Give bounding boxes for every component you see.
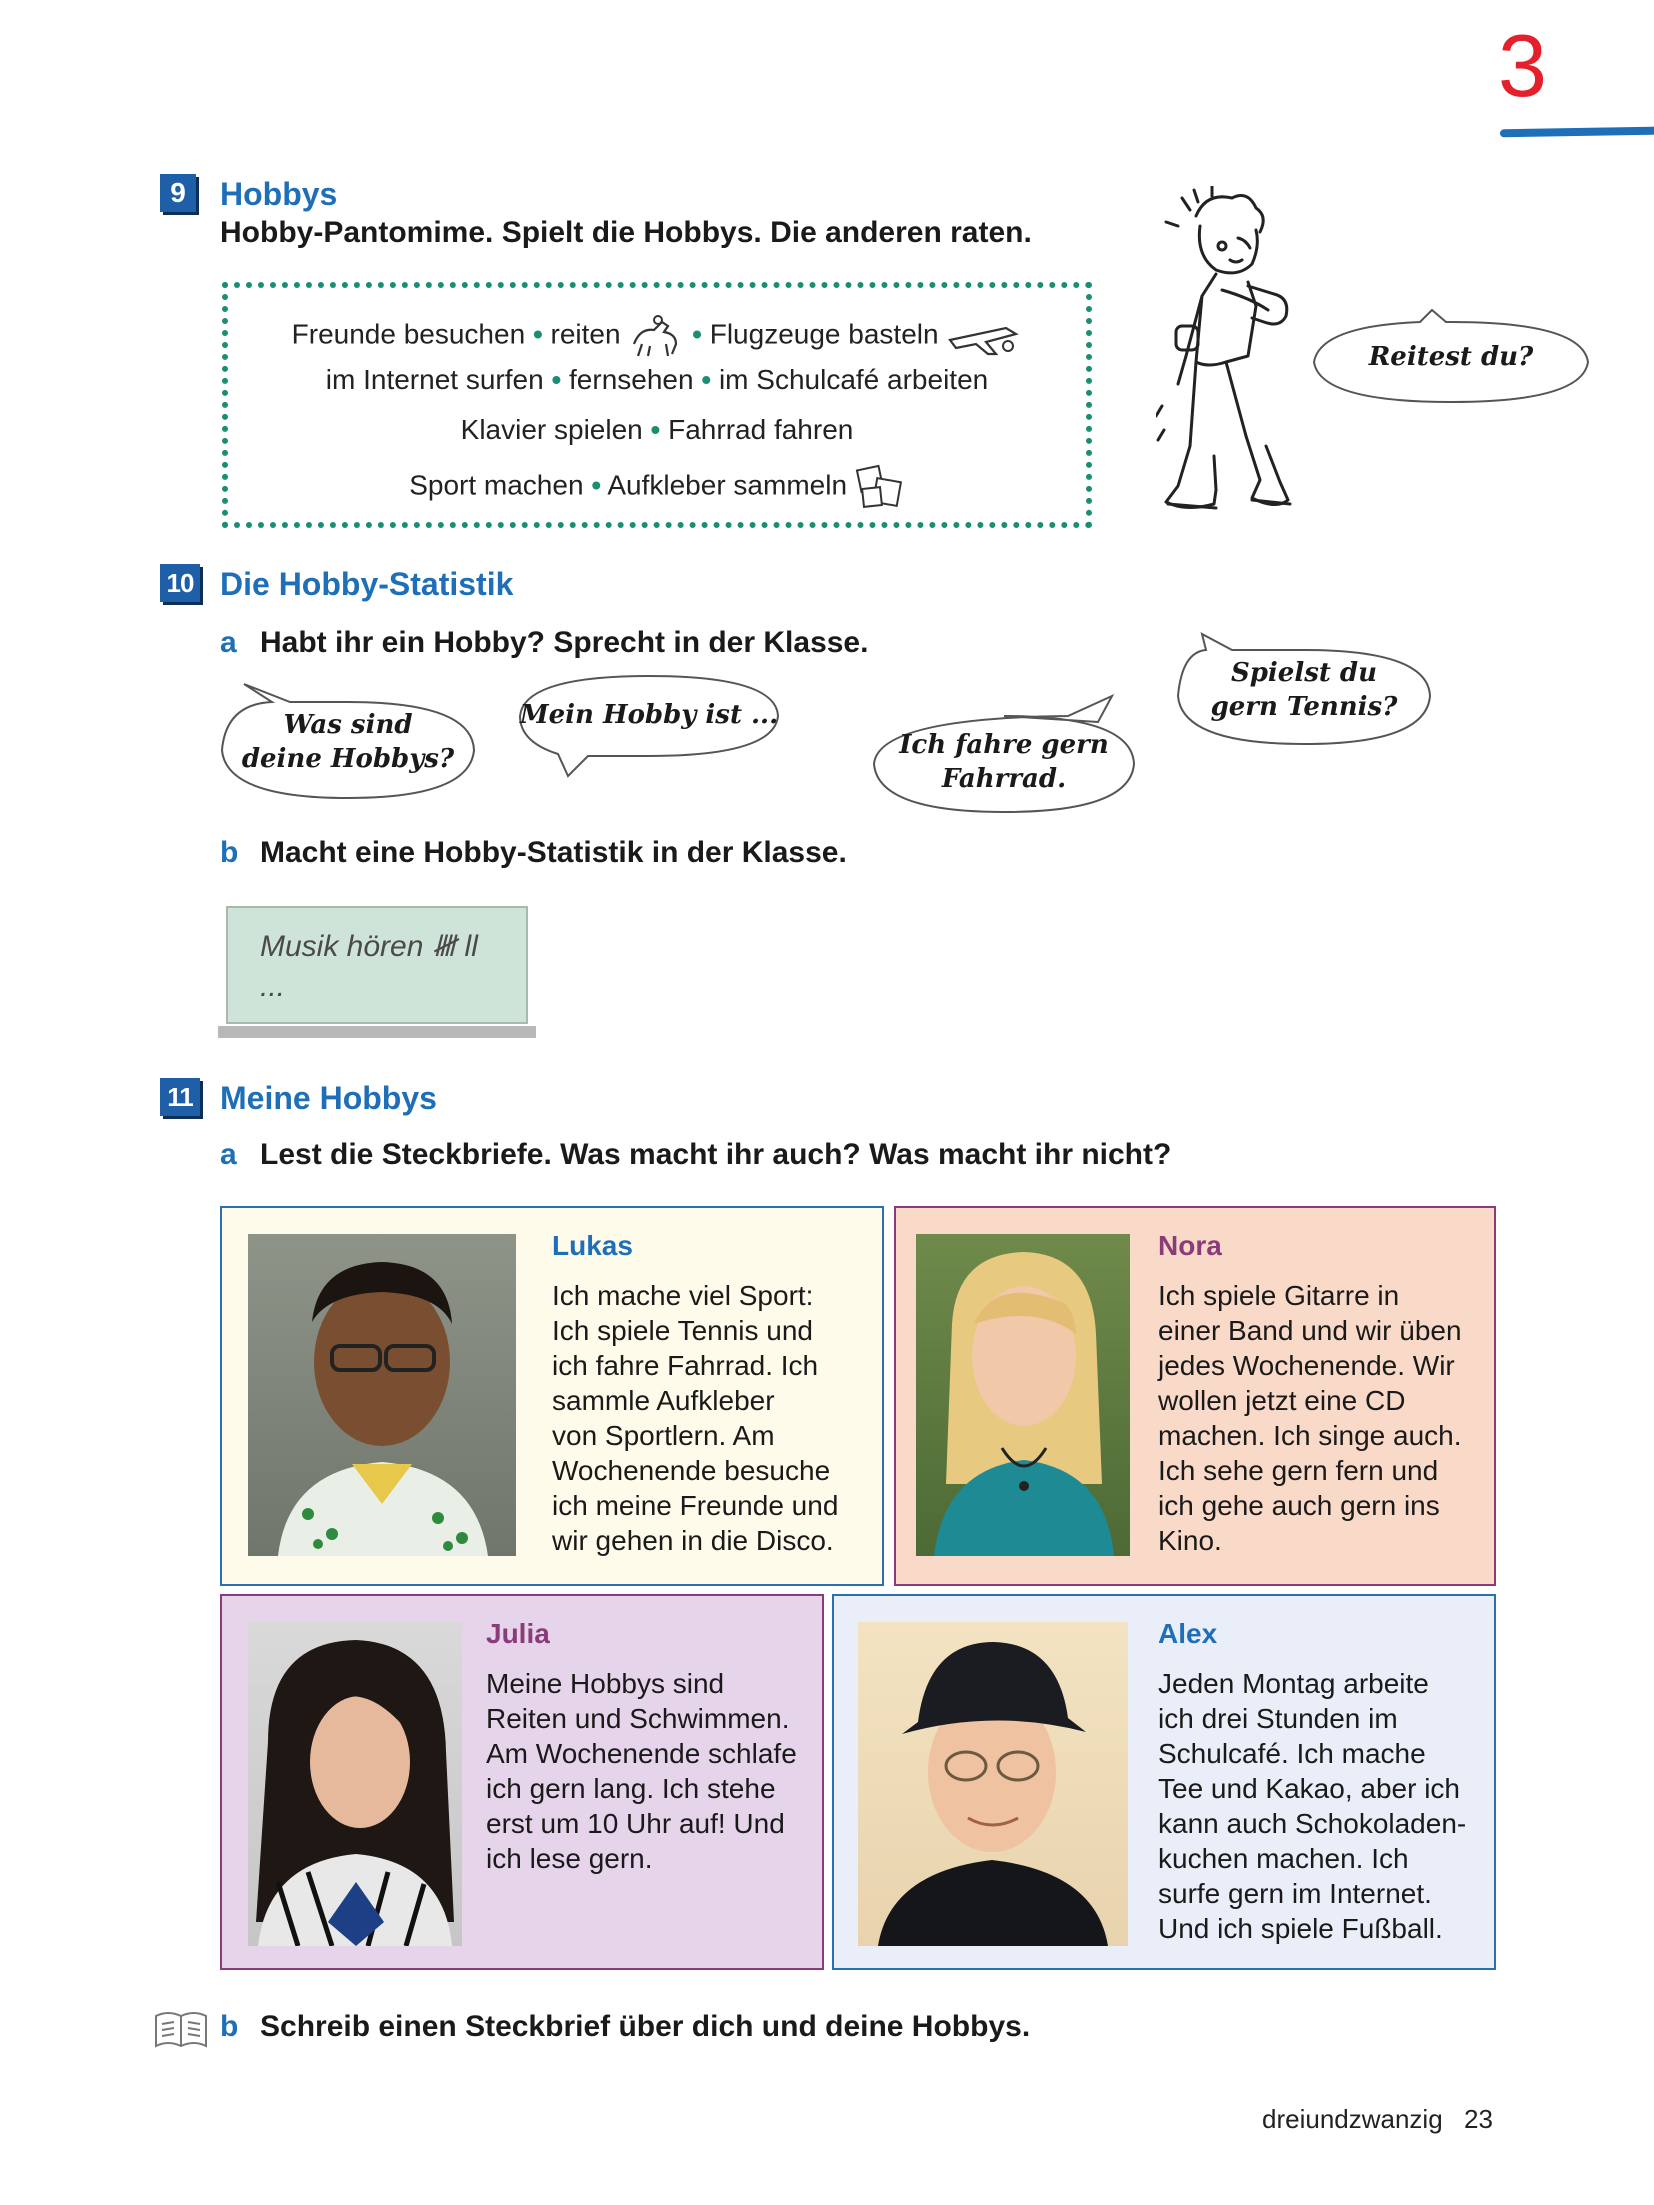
- profile-text-line: Reiten und Schwimmen.: [486, 1703, 790, 1734]
- tally-line: Musik hören 𝍸 ll: [260, 930, 478, 963]
- speech-bubble-mein-hobby: [518, 672, 780, 776]
- chapter-number: 3: [1498, 16, 1547, 115]
- person-photo-icon: [916, 1234, 1130, 1556]
- julia-photo: [248, 1622, 462, 1946]
- hobby-word: fernsehen: [569, 364, 694, 395]
- profile-name: Lukas: [552, 1230, 633, 1261]
- exercise-10-title: Die Hobby-Statistik: [220, 566, 514, 602]
- profile-text: [1158, 1666, 1466, 1946]
- board-shelf: [218, 1026, 536, 1038]
- profile-text: [552, 1278, 838, 1558]
- hobby-line-2: [228, 364, 1086, 396]
- exercise-10b-letter: b: [220, 836, 239, 869]
- hobby-word: Aufkleber sammeln: [607, 469, 848, 501]
- bubble-text: Fahrrad.: [941, 764, 1067, 794]
- profile-text-line: ich drei Stunden im: [1158, 1703, 1398, 1734]
- bullet: •: [650, 414, 661, 445]
- bubble-text: Was sind: [283, 710, 413, 740]
- profile-text-line: kann auch Schokoladen-: [1158, 1808, 1467, 1839]
- hobby-word: Sport machen: [409, 469, 584, 501]
- hobby-word: Flugzeuge basteln: [709, 318, 939, 350]
- profile-name: Julia: [486, 1618, 550, 1649]
- profile-text-line: Meine Hobbys sind: [486, 1668, 725, 1699]
- bubble-text: gern Tennis?: [1210, 692, 1398, 722]
- bullet: •: [692, 318, 702, 350]
- profile-text-line: Ich spiele Gitarre in: [1158, 1280, 1400, 1311]
- profile-text-line: surfe gern im Internet.: [1158, 1878, 1432, 1909]
- profile-text-line: Schulcafé. Ich mache: [1158, 1738, 1426, 1769]
- exercise-11-number: 11: [160, 1078, 200, 1116]
- exercise-10-number: 10: [160, 564, 200, 602]
- page-number-word: dreiundzwanzig: [1262, 2104, 1443, 2134]
- hobby-word: Klavier spielen: [460, 414, 643, 445]
- bullet: •: [591, 469, 602, 501]
- chapter-bar: [1500, 127, 1654, 138]
- exercise-9-title: Hobbys: [220, 176, 338, 212]
- boy-miming-illustration: [1156, 186, 1306, 534]
- profile-text: [1158, 1278, 1462, 1558]
- profile-text-line: erst um 10 Uhr auf! Und: [486, 1808, 785, 1839]
- profile-text-line: wir gehen in die Disco.: [552, 1525, 834, 1556]
- exercise-10b-instruction: Macht eine Hobby-Statistik in der Klasse.: [260, 836, 847, 869]
- hobby-line-3: [228, 414, 1086, 446]
- profile-text-line: Tee und Kakao, aber ich: [1158, 1773, 1460, 1804]
- person-photo-icon: [248, 1234, 516, 1556]
- speech-bubble-spielst-du: [1176, 634, 1432, 746]
- profile-text-line: Und ich spiele Fußball.: [1158, 1913, 1443, 1944]
- profile-card-julia: [220, 1594, 824, 1970]
- workbook-icon: [152, 2008, 210, 2050]
- hobby-line-1: [228, 314, 1086, 358]
- hobby-word: reiten: [550, 318, 621, 350]
- profile-card-nora: [894, 1206, 1496, 1586]
- tally-line: ...: [260, 970, 286, 1003]
- profile-text-line: wollen jetzt eine CD: [1158, 1385, 1406, 1416]
- profile-card-lukas: [220, 1206, 884, 1586]
- exercise-11-title: Meine Hobbys: [220, 1080, 437, 1116]
- profile-text-line: jedes Wochenende. Wir: [1158, 1350, 1455, 1381]
- bubble-text: Reitest du?: [1368, 342, 1534, 372]
- profile-text-line: Ich mache viel Sport:: [552, 1280, 814, 1311]
- hobby-word-box: [222, 282, 1092, 528]
- profile-text-line: Jeden Montag arbeite: [1158, 1668, 1429, 1699]
- profile-text-line: kuchen machen. Ich: [1158, 1843, 1409, 1874]
- speech-bubble-fahre-gern: [872, 696, 1136, 814]
- bubble-text: Ich fahre gern: [899, 730, 1109, 760]
- profile-text-line: ich gehe auch gern ins: [1158, 1490, 1440, 1521]
- person-photo-icon: [248, 1622, 462, 1946]
- profile-text-line: Kino.: [1158, 1525, 1222, 1556]
- bullet: •: [532, 318, 543, 350]
- hobby-word: Freunde besuchen: [291, 318, 526, 350]
- person-photo-icon: [858, 1622, 1128, 1946]
- bubble-text: deine Hobbys?: [241, 744, 455, 774]
- profile-text-line: machen. Ich singe auch.: [1158, 1420, 1462, 1451]
- exercise-10a-instruction: Habt ihr ein Hobby? Sprecht in der Klasse.: [260, 626, 869, 659]
- profile-text-line: ich fahre Fahrrad. Ich: [552, 1350, 819, 1381]
- alex-photo: [858, 1622, 1128, 1946]
- profile-text-line: Am Wochenende schlafe: [486, 1738, 797, 1769]
- profile-text: [486, 1666, 797, 1876]
- profile-text-line: sammle Aufkleber: [552, 1385, 775, 1416]
- hobby-line-4: [228, 462, 1086, 512]
- profile-text-line: ich gern lang. Ich stehe: [486, 1773, 776, 1804]
- exercise-11a-instruction: Lest die Steckbriefe. Was macht ihr auch? Was macht ihr nicht?: [260, 1138, 1172, 1171]
- exercise-11b-letter: b: [220, 2010, 239, 2043]
- speech-bubble-reitest: [1312, 310, 1590, 408]
- profile-text-line: von Sportlern. Am: [552, 1420, 775, 1451]
- exercise-11a-letter: a: [220, 1138, 237, 1171]
- model-plane-icon: [946, 314, 1022, 358]
- profile-text-line: ich lese gern.: [486, 1843, 653, 1874]
- profile-text-line: Ich spiele Tennis und: [552, 1315, 813, 1346]
- horse-rider-icon: [628, 314, 684, 358]
- nora-photo: [916, 1234, 1130, 1556]
- exercise-10a-letter: a: [220, 626, 237, 659]
- bullet: •: [701, 364, 712, 395]
- profile-name: Alex: [1158, 1618, 1218, 1649]
- exercise-9-instruction: Hobby-Pantomime. Spielt die Hobbys. Die anderen raten.: [220, 216, 1032, 249]
- profile-text-line: Ich sehe gern fern und: [1158, 1455, 1439, 1486]
- hobby-word: im Schulcafé arbeiten: [718, 364, 989, 395]
- bullet: •: [551, 364, 562, 395]
- tally-board: [226, 906, 528, 1024]
- speech-bubble-was-sind: [220, 684, 476, 802]
- page-number: 23: [1464, 2104, 1493, 2134]
- exercise-11b-instruction: Schreib einen Steckbrief über dich und deine Hobbys.: [260, 2010, 1031, 2043]
- bubble-text: Mein Hobby ist ...: [519, 700, 779, 730]
- profile-card-alex: [832, 1594, 1496, 1970]
- profile-text-line: Wochenende besuche: [552, 1455, 831, 1486]
- profile-name: Nora: [1158, 1230, 1222, 1261]
- hobby-word: im Internet surfen: [325, 364, 544, 395]
- profile-text-line: einer Band und wir üben: [1158, 1315, 1462, 1346]
- stickers-icon: [855, 462, 905, 512]
- exercise-9-number: 9: [160, 174, 196, 212]
- lukas-photo: [248, 1234, 516, 1556]
- bubble-text: Spielst du: [1230, 658, 1378, 688]
- profile-text-line: ich meine Freunde und: [552, 1490, 839, 1521]
- hobby-word: Fahrrad fahren: [668, 414, 854, 445]
